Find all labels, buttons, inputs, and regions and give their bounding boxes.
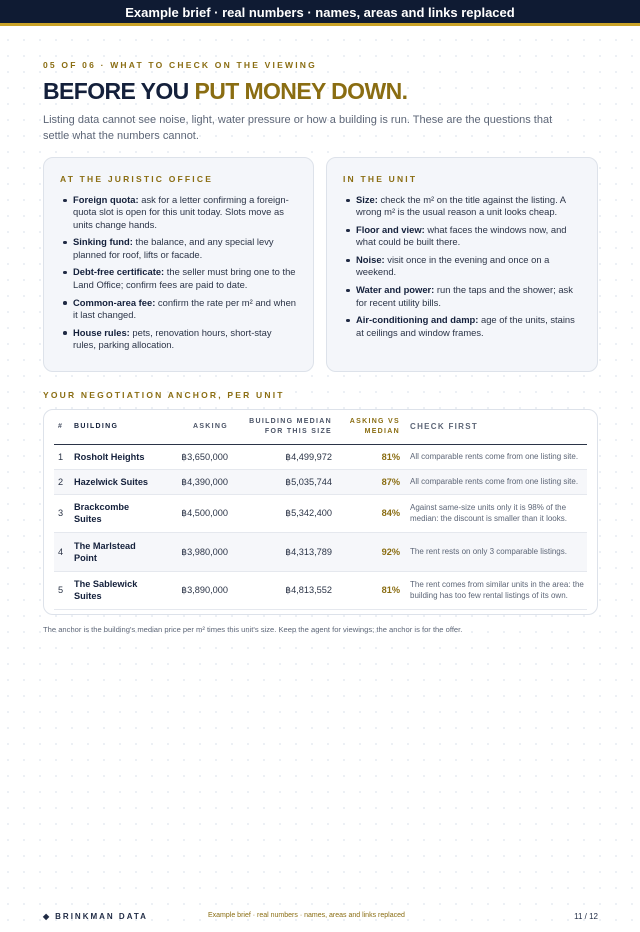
cell-asking: ฿4,500,000 xyxy=(156,494,228,533)
cell-building: Hazelwick Suites xyxy=(74,469,156,494)
cell-median: ฿4,813,552 xyxy=(228,571,332,610)
cell-building: The Marlstead Point xyxy=(74,533,156,572)
cell-check: All comparable rents come from one listing site. xyxy=(400,444,587,469)
cell-check: All comparable rents come from one listing site. xyxy=(400,469,587,494)
list-item xyxy=(60,266,297,291)
table-row xyxy=(54,494,587,533)
cell-asking: ฿3,650,000 xyxy=(156,444,228,469)
list-item xyxy=(60,236,297,261)
list-item xyxy=(60,297,297,322)
list-item xyxy=(343,284,581,309)
item-text: visit once in the evening and once on a weekend. xyxy=(356,254,550,278)
section-eyebrow: 05 OF 06 · WHAT TO CHECK ON THE VIEWING xyxy=(43,60,317,70)
title-dark-part: BEFORE YOU xyxy=(43,78,189,104)
item-term: Common-area fee: xyxy=(73,296,156,308)
item-term: Air-conditioning and damp: xyxy=(356,314,479,326)
juristic-office-card xyxy=(43,157,314,372)
anchor-table xyxy=(54,410,587,610)
page-title xyxy=(43,77,598,105)
cell-check: The rent comes from similar units in the area: the building has too few rental listings of its own. xyxy=(400,571,587,610)
cell-median: ฿4,499,972 xyxy=(228,444,332,469)
item-term: Floor and view: xyxy=(356,224,425,236)
list-item xyxy=(60,194,297,231)
page-content xyxy=(43,60,598,634)
list-item xyxy=(343,194,581,219)
cell-num: 2 xyxy=(54,469,74,494)
col-header-median: BUILDING MEDIAN FOR THIS SIZE xyxy=(228,410,332,444)
cell-ratio: 84% xyxy=(332,494,400,533)
card-title: IN THE UNIT xyxy=(343,174,418,184)
item-text: the seller must bring one to the Land Office; confirm fees are paid to date. xyxy=(73,266,296,290)
intro-paragraph: Listing data cannot see noise, light, water pressure or how a building is run. These are the questions that settle what the numbers cannot. xyxy=(43,114,553,142)
brand-name: BRINKMAN DATA xyxy=(55,912,148,921)
top-banner: Example brief · real numbers · names, areas and links replaced xyxy=(0,0,640,26)
list-item xyxy=(60,327,297,352)
cell-ratio: 81% xyxy=(332,444,400,469)
cell-ratio: 81% xyxy=(332,571,400,610)
table-row xyxy=(54,469,587,494)
item-text: check the m² on the title against the listing. A wrong m² is the usual reason a unit looks cheap. xyxy=(356,194,566,218)
card-title: AT THE JURISTIC OFFICE xyxy=(60,174,214,184)
item-text: what faces the windows now, and what could be built there. xyxy=(356,224,567,248)
anchor-table-card xyxy=(43,409,598,615)
list-item xyxy=(343,254,581,279)
diamond-icon: ◆ xyxy=(43,912,52,921)
list-item xyxy=(343,224,581,249)
cell-check: Against same-size units only it is 98% of the median: the discount is smaller than it looks. xyxy=(400,494,587,533)
checklist-cards xyxy=(43,157,598,372)
cell-asking: ฿4,390,000 xyxy=(156,469,228,494)
page-number: 11 / 12 xyxy=(574,912,598,921)
cell-asking: ฿3,980,000 xyxy=(156,533,228,572)
cell-median: ฿5,342,400 xyxy=(228,494,332,533)
cell-ratio: 92% xyxy=(332,533,400,572)
juristic-checklist xyxy=(60,194,297,351)
col-header-check: CHECK FIRST xyxy=(400,410,587,444)
in-the-unit-card xyxy=(326,157,598,372)
table-header-row xyxy=(54,410,587,444)
cell-num: 3 xyxy=(54,494,74,533)
item-term: Foreign quota: xyxy=(73,194,139,205)
cell-num: 5 xyxy=(54,571,74,610)
cell-building: Brackcombe Suites xyxy=(74,494,156,533)
table-row xyxy=(54,571,587,610)
anchor-section-title: YOUR NEGOTIATION ANCHOR, PER UNIT xyxy=(43,390,285,400)
item-term: House rules: xyxy=(73,326,130,338)
cell-check: The rent rests on only 3 comparable listings. xyxy=(400,533,587,572)
cell-median: ฿4,313,789 xyxy=(228,533,332,572)
col-header-num: # xyxy=(54,410,74,444)
table-footnote: The anchor is the building's median price per m² times this unit's size. Keep the agent for viewings; the anchor is for the offer. xyxy=(43,625,463,634)
item-text: age of the units, stains at ceilings and window frames. xyxy=(356,314,575,338)
item-term: Sinking fund: xyxy=(73,236,133,248)
item-term: Debt-free certificate: xyxy=(73,266,165,278)
footer-brand xyxy=(43,912,148,921)
list-item xyxy=(343,314,581,339)
col-header-building: BUILDING xyxy=(74,410,156,444)
item-text: run the taps and the shower; ask for recent utility bills. xyxy=(356,284,573,308)
cell-asking: ฿3,890,000 xyxy=(156,571,228,610)
cell-num: 1 xyxy=(54,444,74,469)
unit-checklist xyxy=(343,194,581,339)
cell-building: Rosholt Heights xyxy=(74,444,156,469)
item-text: pets, renovation hours, short-stay rules, parking allocation. xyxy=(73,326,272,350)
col-header-asking: ASKING xyxy=(156,410,228,444)
item-text: confirm the rate per m² and when it last changed. xyxy=(73,296,297,320)
title-accent-part: PUT MONEY DOWN. xyxy=(194,78,408,104)
cell-median: ฿5,035,744 xyxy=(228,469,332,494)
item-text: ask for a letter confirming a foreign-quota slot is open for this unit today. Slots move as units change hands. xyxy=(73,194,289,230)
item-term: Water and power: xyxy=(356,284,435,296)
page-footer xyxy=(43,912,598,924)
cell-num: 4 xyxy=(54,533,74,572)
footer-caption: Example brief · real numbers · names, areas and links replaced xyxy=(208,912,405,919)
table-row xyxy=(54,444,587,469)
col-header-ratio: ASKING VS MEDIAN xyxy=(332,410,400,444)
item-term: Size: xyxy=(356,194,378,205)
item-text: the balance, and any special levy planned for roof, lifts or facade. xyxy=(73,236,274,260)
cell-ratio: 87% xyxy=(332,469,400,494)
table-row xyxy=(54,533,587,572)
cell-building: The Sablewick Suites xyxy=(74,571,156,610)
item-term: Noise: xyxy=(356,254,385,266)
